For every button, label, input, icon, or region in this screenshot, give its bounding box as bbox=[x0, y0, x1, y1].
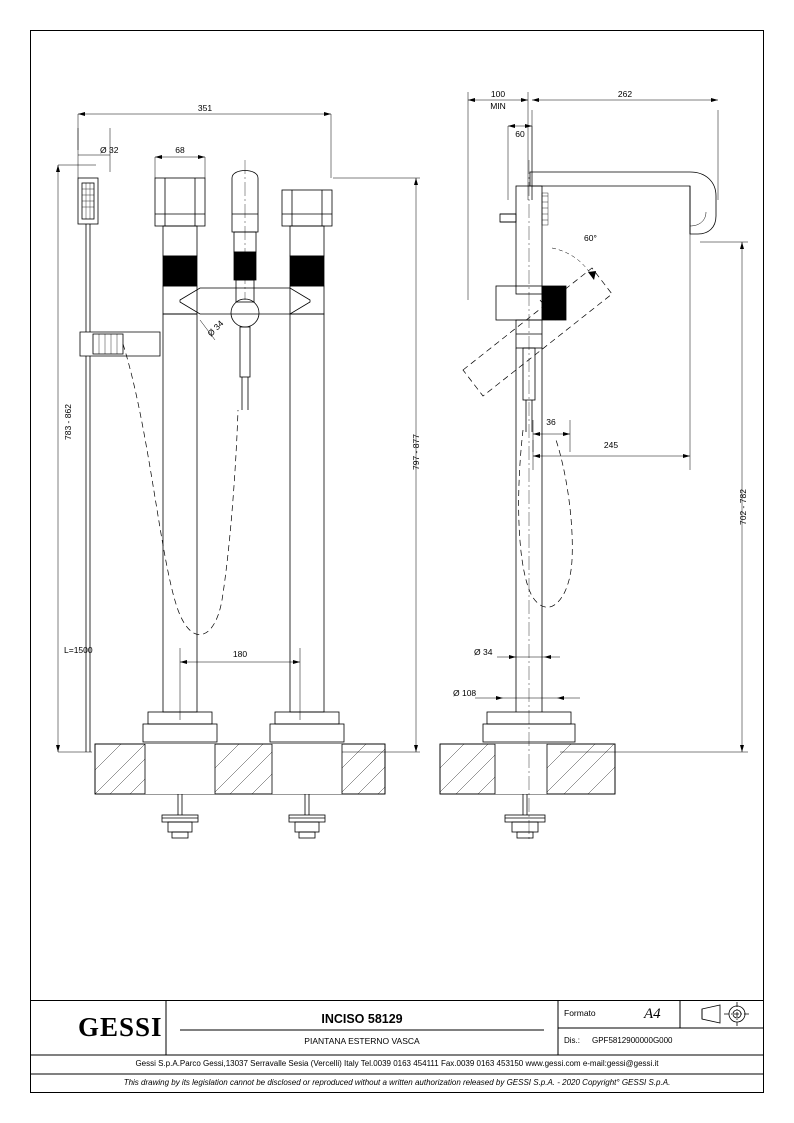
dim-column-dia-side: Ø 34 bbox=[474, 647, 493, 657]
company-footer: Gessi S.p.A.Parco Gessi,13037 Serravalle Sesia (Vercelli) Italy Tel.0039 0163 454111 Fax.0039 0163 453150 www.gessi.com e-mail:gessi@gessi.it bbox=[135, 1059, 659, 1068]
dim-min-label: MIN bbox=[490, 101, 506, 111]
brand-logo: GESSI bbox=[78, 1012, 163, 1042]
dim-column-dia-front: Ø 34 bbox=[205, 318, 226, 339]
dim-spout-base: 60 bbox=[515, 129, 525, 139]
legal-footer: This drawing by its legislation cannot be disclosed or reproduced without a written authorization released by GESSI S.p.A. - 2020 Copyright° GESSI S.p.A. bbox=[123, 1078, 671, 1087]
dim-handle-offset: 36 bbox=[546, 417, 556, 427]
dim-base-dia: Ø 108 bbox=[453, 688, 477, 698]
dim-height-range-right: 797 - 877 bbox=[411, 434, 421, 470]
dim-height-range-left: 783 - 862 bbox=[63, 404, 73, 440]
drawing-number-label: Dis.: bbox=[564, 1036, 580, 1045]
dim-centres: 180 bbox=[232, 649, 248, 659]
dim-min-wall-distance: 100 bbox=[490, 89, 506, 99]
dim-overall-width: 351 bbox=[197, 103, 213, 113]
dim-spout-projection: 262 bbox=[617, 89, 633, 99]
dim-spout-height-range: 702 - 782 bbox=[738, 489, 748, 525]
dim-spout-width: 68 bbox=[175, 145, 185, 155]
dim-spout-reach: 245 bbox=[603, 440, 619, 450]
dim-handshower-dia: Ø 32 bbox=[100, 145, 119, 155]
format-value: A4 bbox=[644, 1006, 661, 1022]
title-block bbox=[30, 1000, 764, 1093]
product-subtitle: PIANTANA ESTERNO VASCA bbox=[304, 1036, 420, 1046]
dim-hose-length: L=1500 bbox=[64, 645, 93, 655]
product-title: INCISO 58129 bbox=[321, 1012, 403, 1026]
drawing-number-value: GPF5812900000G000 bbox=[592, 1036, 673, 1045]
dim-handle-rotation: 60° bbox=[584, 233, 597, 243]
format-label: Formato bbox=[564, 1008, 596, 1018]
